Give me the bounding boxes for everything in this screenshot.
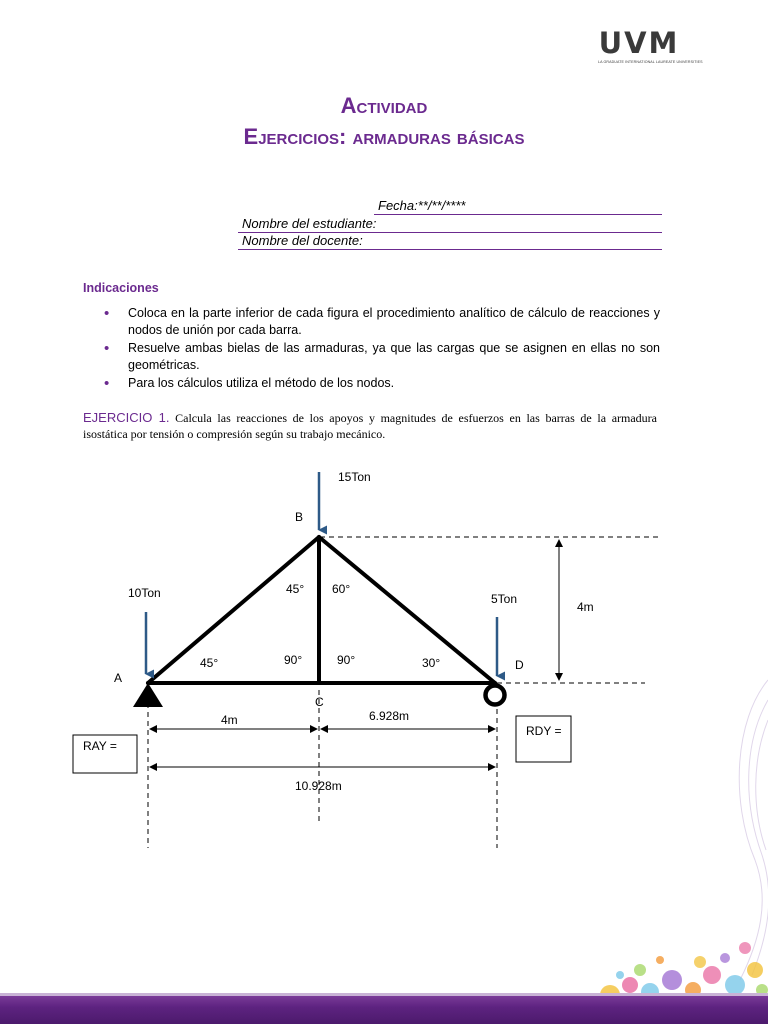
load-label-d: 5Ton	[491, 592, 518, 606]
load-label-b: 15Ton	[338, 470, 371, 484]
load-label-a: 10Ton	[128, 586, 161, 600]
instruction-item: • Resuelve ambas bielas de las armaduras, ya que las cargas que se asignen en ellas no son geométricas.	[104, 340, 660, 374]
exercise-label: EJERCICIO 1.	[83, 410, 170, 425]
student-name-label: Nombre del estudiante:	[242, 216, 377, 231]
instructions-heading: Indicaciones	[83, 281, 159, 295]
pin-support-a	[133, 683, 163, 707]
instruction-item: • Coloca en la parte inferior de cada figura el procedimiento analítico de cálculo de reacciones y nodos de unión por cada barra.	[104, 305, 660, 339]
date-label: Fecha:**/**/****	[378, 198, 466, 213]
angle-b-left: 45°	[286, 582, 305, 596]
node-label-c: C	[315, 695, 324, 709]
angle-a: 45°	[200, 656, 219, 670]
logo-tagline: LA GRADUATE INTERNATIONAL LAUREATE UNIVERSITIES	[598, 60, 703, 64]
logo-word: UVM	[598, 26, 680, 60]
angle-b-right: 60°	[332, 582, 351, 596]
node-label-b: B	[295, 510, 304, 524]
dim-label-cd: 6.928m	[369, 709, 410, 723]
load-arrows	[146, 472, 497, 676]
angle-d: 30°	[422, 656, 441, 670]
guide-lines	[148, 537, 660, 848]
dim-label-ac: 4m	[221, 713, 238, 727]
angle-c-right: 90°	[337, 653, 356, 667]
activity-subtitle: Ejercicios: armaduras básicas	[243, 124, 525, 149]
roller-support-d	[486, 686, 505, 705]
ray-label: RAY =	[83, 739, 117, 753]
angle-c-left: 90°	[284, 653, 303, 667]
teacher-name-label: Nombre del docente:	[242, 233, 363, 248]
node-label-a: A	[114, 671, 123, 685]
exercise-text: Calcula las reacciones de los apoyos y magnitudes de esfuerzos en las barras de la armadura isostática por tensión o compresión según su trabajo mecánico.	[83, 411, 658, 441]
footer-band	[0, 996, 768, 1024]
instruction-item: • Para los cálculos utiliza el método de los nodos.	[104, 375, 660, 392]
dim-label-ad: 10.928m	[295, 779, 342, 793]
rdy-label: RDY =	[526, 724, 562, 738]
decorative-swirl	[739, 680, 768, 980]
activity-title: Actividad	[340, 93, 428, 118]
dim-label-height: 4m	[577, 600, 594, 614]
node-label-d: D	[515, 658, 524, 672]
rdy-box	[516, 716, 571, 762]
